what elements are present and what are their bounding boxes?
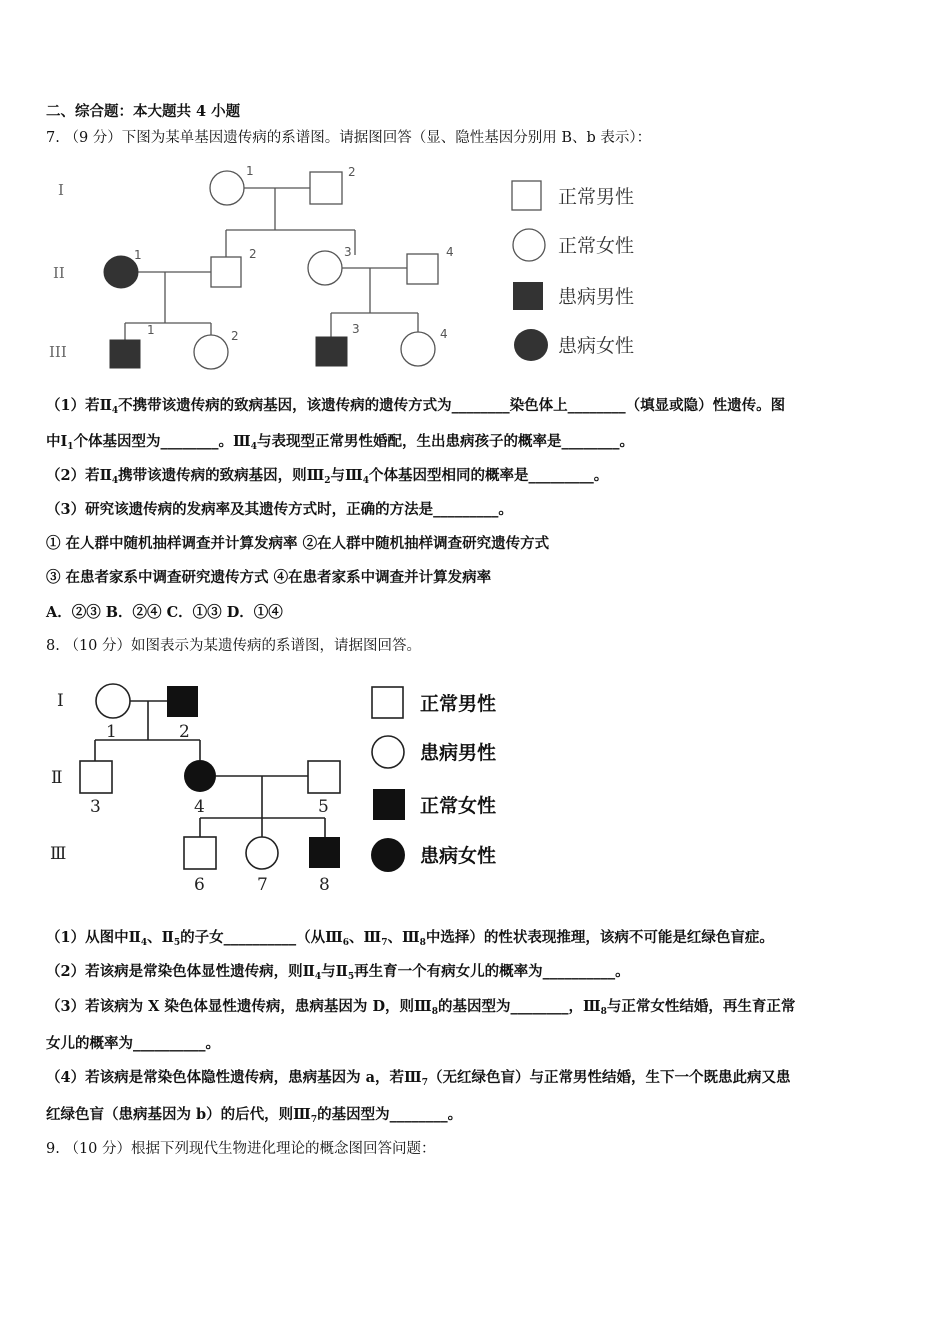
q7-sub1-h: 与表现型正常男性婚配，生出患病孩子的概率是________。 xyxy=(257,433,634,450)
q8-sub1-d: 5 xyxy=(173,938,181,948)
q8-num-3: 3 xyxy=(90,797,101,817)
q8-sub1-g: 、Ⅲ xyxy=(349,929,382,946)
q8-sub1-i: 、Ⅲ xyxy=(387,929,420,946)
q8-sub2-a: （2）若该病是常染色体显性遗传病，则Ⅱ xyxy=(46,963,315,980)
q7-sub1-g: 4 xyxy=(250,442,257,452)
q8-sub3-line2: 女儿的概率为__________。 xyxy=(46,1035,220,1052)
q8-II4-filled-circle xyxy=(184,760,216,792)
q7-choices: A．②③ B．②④ C．①③ D．①④ xyxy=(46,604,283,621)
q7-gen-II: II xyxy=(53,264,65,282)
q8-sub4-c: （无红绿色盲）与正常男性结婚，生下一个既患此病又患 xyxy=(427,1069,791,1086)
q8-sub4-a: （4）若该病是常染色体隐性遗传病，患病基因为 a，若Ⅲ xyxy=(46,1069,422,1086)
q8-sub1-k: 中选择）的性状表现推理，该病不可能是红绿色盲症。 xyxy=(425,929,774,946)
q7-num-III3: 3 xyxy=(352,322,360,336)
q8-II3-square xyxy=(80,761,112,793)
q8-sub2-b: 4 xyxy=(314,972,322,982)
q7-sub1-d: 中Ⅰ xyxy=(46,433,68,450)
q7-legend-normal-male: 正常男性 xyxy=(558,186,635,208)
q7-sub1-c: 不携带该遗传病的致病基因，该遗传病的遗传方式为________染色体上________（填显或隐）性遗传。图 xyxy=(118,397,786,414)
q8-gen-I: I xyxy=(57,691,64,711)
q8-legend-1: 正常男性 xyxy=(420,693,497,715)
q8-num-4: 4 xyxy=(194,797,205,817)
q8-num-1: 1 xyxy=(106,722,117,742)
q8-num-2: 2 xyxy=(179,722,190,742)
q7-num-I2: 2 xyxy=(348,165,356,179)
q7-gen-I: I xyxy=(58,181,64,199)
q7-sub1-b: 4 xyxy=(111,406,119,416)
q8-III6-square xyxy=(184,837,216,869)
q8-sub1 xyxy=(46,928,774,953)
q8-legend-filled-circle-icon xyxy=(371,838,405,872)
q7-sub1-a: （1）若Ⅱ xyxy=(46,397,112,414)
q8-sub2-e: 再生育一个有病女儿的概率为__________。 xyxy=(354,963,630,980)
q8-I1-circle xyxy=(96,684,130,718)
q8-sub2-d: 5 xyxy=(347,972,355,982)
q8-I2-filled-square xyxy=(167,686,198,717)
q8-sub4-d: 红绿色盲（患病基因为 b）的后代，则Ⅲ xyxy=(46,1106,311,1123)
q7-sub2-b: 4 xyxy=(111,476,119,486)
q8-sub3-a: （3）若该病为 X 染色体显性遗传病，患病基因为 D，则Ⅲ xyxy=(46,998,432,1015)
q7-gen-III: III xyxy=(49,343,67,361)
q7-sub2-g: 个体基因型相同的概率是_________。 xyxy=(368,467,609,484)
q8-legend-square-icon xyxy=(372,687,403,718)
q8-sub1-j: 8 xyxy=(419,938,426,948)
q7-legend-affected-male: 患病男性 xyxy=(558,286,635,308)
q7-sub2-c: 携带该遗传病的致病基因，则Ⅲ xyxy=(118,467,325,484)
q8-sub1-a: （1）从图中Ⅱ xyxy=(46,929,141,946)
q7-sub1-f: 个体基因型为________。Ⅲ xyxy=(73,433,251,450)
q8-III7-circle xyxy=(246,837,278,869)
q7-legend-normal-female: 正常女性 xyxy=(558,235,635,257)
q8-sub2 xyxy=(46,962,630,987)
q8-sub4-line1 xyxy=(46,1068,790,1093)
q7-num-II1: 1 xyxy=(134,248,142,262)
q8-sub3-d: 8 xyxy=(600,1007,607,1017)
q7-sub2-a: （2）若Ⅱ xyxy=(46,467,112,484)
q8-sub1-b: 4 xyxy=(140,938,148,948)
q7-options-line1: ① 在人群中随机抽样调查并计算发病率 ②在人群中随机抽样调查研究遗传方式 xyxy=(46,535,550,552)
q8-sub3-line1 xyxy=(46,997,795,1022)
q7-num-I1: 1 xyxy=(246,164,254,178)
q8-sub3-b: 8 xyxy=(431,1007,438,1017)
q8-III8-filled-square xyxy=(309,837,340,868)
q8-sub3-c: 的基因型为________，Ⅲ xyxy=(437,998,601,1015)
q8-sub1-c: 、Ⅱ xyxy=(147,929,174,946)
section-title: 二、综合题：本大题共 4 小题 xyxy=(46,103,241,120)
q9-header: 9. （10 分）根据下列现代生物进化理论的概念图回答问题： xyxy=(46,1141,436,1157)
q8-sub4-e: 7 xyxy=(310,1115,318,1125)
q7-header-text: 7. （9 分）下图为某单基因遗传病的系谱图。请据图回答（显、隐性基因分别用 B、b 表示）： xyxy=(46,130,652,146)
q8-sub1-e: 的子女__________（从Ⅲ xyxy=(180,929,343,946)
q7-sub2-e: 与Ⅲ xyxy=(330,467,363,484)
q8-num-6: 6 xyxy=(194,875,205,895)
q7-options-line2: ③ 在患者家系中调查研究遗传方式 ④在患者家系中调查并计算发病率 xyxy=(46,569,492,586)
q8-legend-3: 正常女性 xyxy=(420,795,497,817)
q8-sub3-e: 与正常女性结婚，再生育正常 xyxy=(606,998,796,1015)
q7-num-II3: 3 xyxy=(344,245,352,259)
q8-num-5: 5 xyxy=(318,797,329,817)
q8-sub2-c: 与Ⅱ xyxy=(321,963,348,980)
q7-num-II4: 4 xyxy=(446,245,454,259)
q7-num-III1: 1 xyxy=(147,323,155,337)
q8-II5-square xyxy=(308,761,340,793)
q7-num-III2: 2 xyxy=(231,329,239,343)
q7-num-III4: 4 xyxy=(440,327,448,341)
q8-header: 8. （10 分）如图表示为某遗传病的系谱图，请据图回答。 xyxy=(46,638,422,654)
q8-legend-2: 患病男性 xyxy=(420,742,497,764)
q8-legend-circle-icon xyxy=(372,736,404,768)
q7-legend-affected-female: 患病女性 xyxy=(558,335,635,357)
q8-gen-II: Ⅱ xyxy=(51,768,63,788)
q8-num-7: 7 xyxy=(257,875,268,895)
q8-sub4-b: 7 xyxy=(421,1078,428,1088)
q7-sub1-e: 1 xyxy=(67,442,74,452)
q8-legend-4: 患病女性 xyxy=(420,845,497,867)
q8-sub1-f: 6 xyxy=(342,938,350,948)
q7-num-II2: 2 xyxy=(249,247,257,261)
q7-sub2-f: 4 xyxy=(362,476,369,486)
q7-sub3: （3）研究该遗传病的发病率及其遗传方式时，正确的方法是_________。 xyxy=(46,501,513,518)
q8-num-8: 8 xyxy=(319,875,330,895)
q8-gen-III: Ⅲ xyxy=(50,844,67,864)
q8-sub4-f: 的基因型为________。 xyxy=(317,1106,463,1123)
q7-sub2-d: 2 xyxy=(324,476,331,486)
q8-sub1-h: 7 xyxy=(381,938,388,948)
q8-legend-filled-square-icon xyxy=(373,789,405,820)
q8-sub4-line2 xyxy=(46,1105,462,1130)
